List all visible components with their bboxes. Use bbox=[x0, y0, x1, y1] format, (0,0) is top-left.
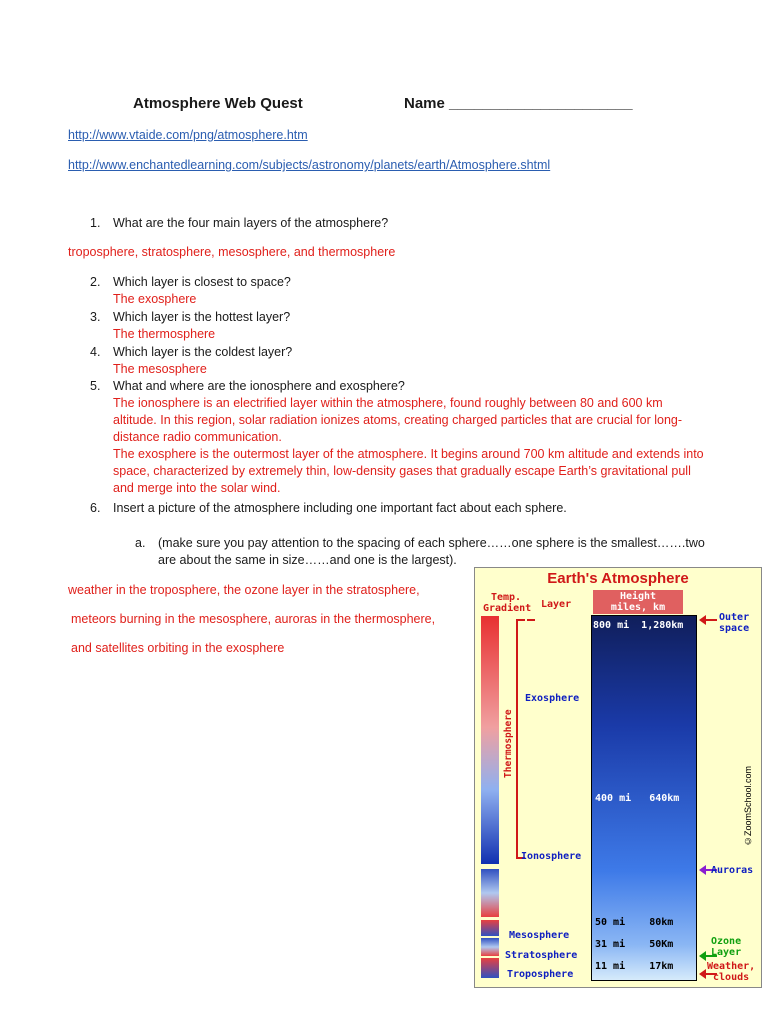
question-text: Which layer is the hottest layer? bbox=[113, 310, 291, 324]
mesosphere-label: Mesosphere bbox=[509, 930, 570, 941]
stratosphere-label: Stratosphere bbox=[505, 950, 578, 961]
height-label-line: Height bbox=[619, 591, 657, 602]
height-km: 50Km bbox=[649, 939, 674, 950]
page-title: Atmosphere Web Quest bbox=[133, 95, 303, 112]
ozone-layer-label bbox=[711, 936, 741, 958]
height-header bbox=[593, 590, 683, 614]
link-vtaide[interactable]: http://www.vtaide.com/png/atmosphere.htm bbox=[68, 128, 308, 142]
temp-label-line: Gradient bbox=[483, 603, 532, 614]
question-text: Insert a picture of the atmosphere including one important fact about each sphere. bbox=[113, 501, 567, 515]
temp-gradient-label bbox=[483, 592, 532, 614]
answer-3: The thermosphere bbox=[113, 327, 216, 341]
temperature-gradient-bar bbox=[481, 616, 499, 980]
question-number: 2. bbox=[90, 275, 101, 289]
layer-brackets bbox=[513, 618, 543, 974]
height-mi: 11 mi bbox=[595, 961, 626, 972]
answer-5-exosphere: The exosphere is the outermost layer of the atmosphere. It begins around 700 km altitude and extends into space, characterized by extremely thin, low-density gases that gradually escape Earth’s gravitational pull and merge into the solar wind. bbox=[113, 447, 704, 495]
thermosphere-label: Thermosphere bbox=[503, 709, 514, 778]
answer-6-line: meteors burning in the mesosphere, auroras in the thermosphere, bbox=[71, 612, 436, 626]
question-text: (make sure you pay attention to the spacing of each sphere……one sphere is the smallest…….two are about the same in size……and one is the largest). bbox=[158, 536, 705, 567]
copyright-text: ©ZoomSchool.com bbox=[743, 765, 753, 846]
ionosphere-label: Ionosphere bbox=[521, 851, 582, 862]
height-km: 80km bbox=[649, 917, 674, 928]
answer-5-ionosphere: The ionosphere is an electrified layer within the atmosphere, found roughly between 80 and 600 km altitude. In this region, solar radiation ionizes atoms, creating charged particles that are crucial for long-distance radio communication. bbox=[113, 396, 683, 444]
link-enchantedlearning[interactable]: http://www.enchantedlearning.com/subjects/astronomy/planets/earth/Atmosphere.shtml bbox=[68, 158, 551, 172]
auroras-label: Auroras bbox=[711, 865, 754, 876]
outer-space-label bbox=[719, 612, 749, 634]
question-number: 3. bbox=[90, 310, 101, 324]
height-50 bbox=[595, 917, 673, 928]
height-mi: 50 mi bbox=[595, 917, 626, 928]
answer-1: troposphere, stratosphere, mesosphere, and thermosphere bbox=[68, 245, 396, 259]
height-31 bbox=[595, 939, 673, 950]
height-800 bbox=[593, 620, 683, 631]
name-field-label: Name ______________________ bbox=[404, 95, 633, 112]
temp-label-line: Temp. bbox=[490, 592, 522, 603]
question-number: 6. bbox=[90, 501, 101, 515]
question-text: What and where are the ionosphere and exosphere? bbox=[113, 379, 405, 393]
height-mi: 400 mi bbox=[595, 793, 632, 804]
height-km: 1,280km bbox=[641, 620, 684, 631]
arrow-group bbox=[697, 612, 719, 982]
label-line: Outer bbox=[719, 612, 750, 623]
label-line: Layer bbox=[711, 947, 742, 958]
layer-header: Layer bbox=[541, 599, 572, 610]
exosphere-label: Exosphere bbox=[525, 693, 580, 704]
label-line: Ozone bbox=[711, 936, 742, 947]
question-number: 1. bbox=[90, 216, 101, 230]
label-line: clouds bbox=[713, 972, 750, 983]
height-label-line: miles, km bbox=[610, 602, 666, 613]
answer-4: The mesosphere bbox=[113, 362, 207, 376]
troposphere-label: Troposphere bbox=[507, 969, 574, 980]
answer-2: The exosphere bbox=[113, 292, 197, 306]
label-line: space bbox=[719, 623, 750, 634]
question-text: Which layer is the coldest layer? bbox=[113, 345, 293, 359]
height-400 bbox=[595, 793, 679, 804]
question-number: a. bbox=[135, 536, 146, 550]
question-number: 4. bbox=[90, 345, 101, 359]
question-number: 5. bbox=[90, 379, 101, 393]
question-text: What are the four main layers of the atmosphere? bbox=[113, 216, 389, 230]
answer-6-line: and satellites orbiting in the exosphere bbox=[71, 641, 285, 655]
height-mi: 31 mi bbox=[595, 939, 626, 950]
question-text: Which layer is closest to space? bbox=[113, 275, 291, 289]
height-km: 640km bbox=[649, 793, 680, 804]
answer-6-line: weather in the troposphere, the ozone layer in the stratosphere, bbox=[68, 583, 420, 597]
weather-clouds-label bbox=[707, 961, 755, 983]
atmosphere-figure bbox=[474, 567, 762, 988]
height-mi: 800 mi bbox=[593, 620, 630, 631]
height-km: 17km bbox=[649, 961, 674, 972]
label-line: Weather, bbox=[707, 961, 756, 972]
height-11 bbox=[595, 961, 673, 972]
figure-title: Earth's Atmosphere bbox=[547, 570, 689, 587]
